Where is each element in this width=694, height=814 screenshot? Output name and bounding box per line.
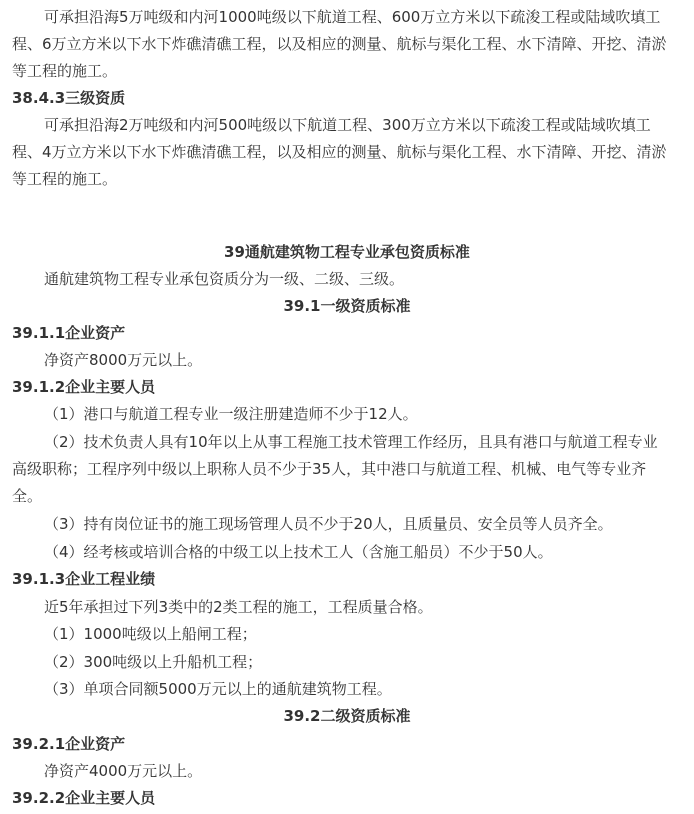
- list-item: （4）经考核或培训合格的中级工以上技术工人（含施工船员）不少于50人。: [44, 543, 553, 561]
- paragraph-line: 程、6万立方米以下水下炸礁清礁工程，以及相应的测量、航标与渠化工程、水下清障、开挖、清淤: [12, 35, 667, 53]
- paragraph-line: 通航建筑物工程专业承包资质分为一级、二级、三级。: [44, 270, 405, 288]
- paragraph-line: 全。: [12, 487, 43, 505]
- paragraph-line: 近5年承担过下列3类中的2类工程的施工，工程质量合格。: [44, 598, 433, 616]
- list-item: （1）1000吨级以上船闸工程；: [44, 625, 257, 643]
- section-heading: 39.1.2企业主要人员: [12, 378, 156, 396]
- paragraph-line: 高级职称；工程序列中级以上职称人员不少于35人，其中港口与航道工程、机械、电气等专业齐: [12, 460, 647, 478]
- grade-heading: 39.1一级资质标准: [283, 297, 411, 315]
- list-item: （1）港口与航道工程专业一级注册建造师不少于12人。: [44, 405, 418, 423]
- paragraph-line: 可承担沿海5万吨级和内河1000吨级以下航道工程、600万立方米以下疏浚工程或陆域吹填工: [44, 8, 661, 26]
- list-item: （2）300吨级以上升船机工程；: [44, 653, 263, 671]
- paragraph-line: 程、4万立方米以下水下炸礁清礁工程，以及相应的测量、航标与渠化工程、水下清障、开挖、清淤: [12, 143, 667, 161]
- section-heading: 39.1.3企业工程业绩: [12, 570, 156, 588]
- section-heading: 38.4.3三级资质: [12, 89, 126, 107]
- chapter-title: 39通航建筑物工程专业承包资质标准: [224, 243, 470, 261]
- section-heading: 39.1.1企业资产: [12, 324, 126, 342]
- section-heading: 39.2.1企业资产: [12, 735, 126, 753]
- list-item: （3）持有岗位证书的施工现场管理人员不少于20人，且质量员、安全员等人员齐全。: [44, 515, 613, 533]
- paragraph-line: 可承担沿海2万吨级和内河500吨级以下航道工程、300万立方米以下疏浚工程或陆域吹填工: [44, 116, 651, 134]
- list-item: （3）单项合同额5000万元以上的通航建筑物工程。: [44, 680, 392, 698]
- paragraph-line: 净资产8000万元以上。: [44, 351, 203, 369]
- section-heading: 39.2.2企业主要人员: [12, 789, 156, 807]
- paragraph-line: 等工程的施工。: [12, 62, 118, 80]
- paragraph-line: 等工程的施工。: [12, 170, 118, 188]
- grade-heading: 39.2二级资质标准: [283, 707, 411, 725]
- list-item: （2）技术负责人具有10年以上从事工程施工技术管理工作经历，且具有港口与航道工程专业: [44, 433, 658, 451]
- paragraph-line: 净资产4000万元以上。: [44, 762, 203, 780]
